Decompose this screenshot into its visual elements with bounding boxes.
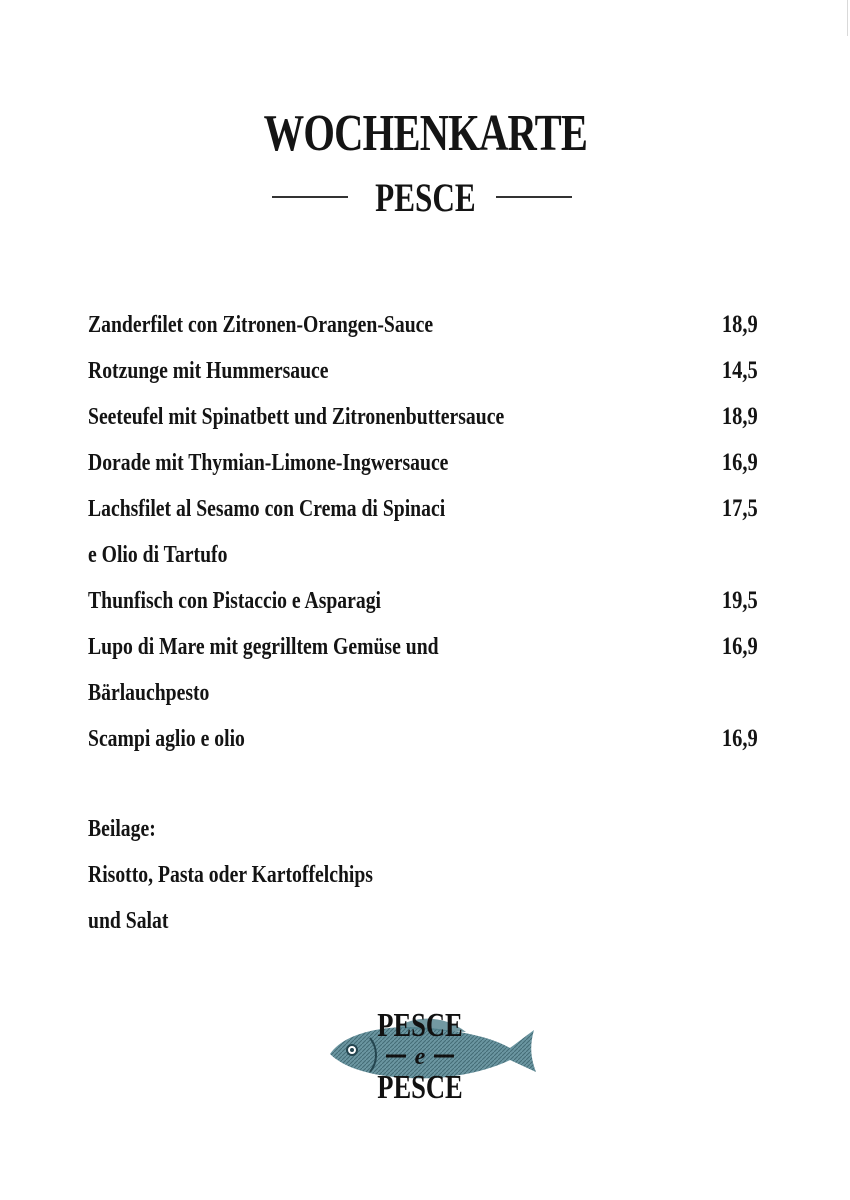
menu-item-price: 17,5 xyxy=(722,495,758,522)
menu-item-name: Scampi aglio e olio xyxy=(88,726,245,752)
menu-item-price: 14,5 xyxy=(722,357,758,384)
menu-item xyxy=(88,394,758,440)
side-heading-row xyxy=(88,806,436,852)
menu-item-price: 16,9 xyxy=(722,633,758,660)
side-dishes xyxy=(88,806,436,944)
menu-item-price: 16,9 xyxy=(722,449,758,476)
menu-item-name: Seeteufel mit Spinatbett und Zitronenbuttersauce xyxy=(88,404,505,430)
menu-item xyxy=(88,348,758,394)
menu-item-continuation xyxy=(88,670,758,716)
fish-icon xyxy=(326,1000,542,1104)
menu-item-name-line2: e Olio di Tartufo xyxy=(88,542,228,568)
side-line: Risotto, Pasta oder Kartoffelchips xyxy=(88,862,373,888)
logo-middle: e xyxy=(414,1044,426,1070)
menu-item xyxy=(88,302,758,348)
logo-line2: PESCE xyxy=(377,1067,463,1104)
side-line: und Salat xyxy=(88,908,169,934)
menu-item xyxy=(88,624,758,670)
page-header xyxy=(0,104,850,164)
side-line-row xyxy=(88,898,436,944)
logo-line1: PESCE xyxy=(377,1005,463,1044)
menu-item xyxy=(88,578,758,624)
subtitle-row xyxy=(0,174,850,222)
menu-item-name: Lachsfilet al Sesamo con Crema di Spinaci xyxy=(88,496,446,522)
menu-item-price: 19,5 xyxy=(722,587,758,614)
right-divider-line xyxy=(496,196,572,198)
menu-item xyxy=(88,716,758,762)
page-subtitle xyxy=(0,174,850,222)
menu-item-name: Lupo di Mare mit gegrilltem Gemüse und xyxy=(88,634,439,660)
subtitle-text: PESCE xyxy=(374,175,476,220)
menu-item xyxy=(88,440,758,486)
pesce-e-pesce-logo xyxy=(326,1000,542,1104)
menu-item-price: 18,9 xyxy=(722,311,758,338)
menu-item-name: Thunfisch con Pistaccio e Asparagi xyxy=(88,588,382,614)
menu-item-name-line2: Bärlauchpesto xyxy=(88,680,210,706)
page-edge-mark xyxy=(847,0,848,36)
menu-item-price: 16,9 xyxy=(722,725,758,752)
menu-item-name: Dorade mit Thymian-Limone-Ingwersauce xyxy=(88,450,449,476)
side-heading: Beilage: xyxy=(88,816,156,842)
menu-item-price: 18,9 xyxy=(722,403,758,430)
menu-item-name: Zanderfilet con Zitronen-Orangen-Sauce xyxy=(88,312,434,338)
page-title: WOCHENKARTE xyxy=(263,105,587,162)
menu-item-name: Rotzunge mit Hummersauce xyxy=(88,358,329,384)
menu-list xyxy=(88,302,758,762)
menu-item-continuation xyxy=(88,532,758,578)
menu-item xyxy=(88,486,758,532)
side-line-row xyxy=(88,852,436,898)
